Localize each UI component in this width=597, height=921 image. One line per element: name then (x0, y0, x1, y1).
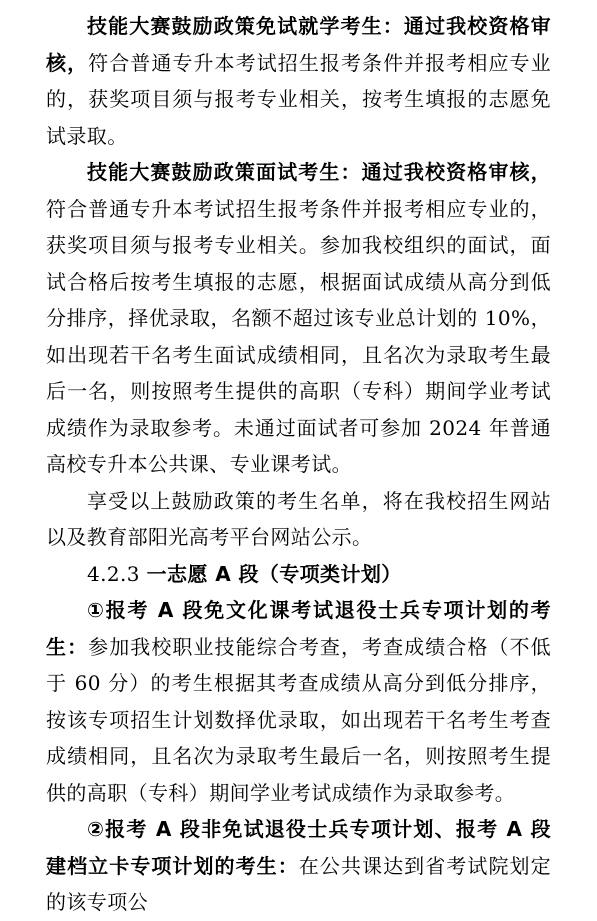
paragraph-lead: 技能大赛鼓励政策面试考生：通过我校资格审核， (87, 160, 551, 184)
paragraph-body: 符合普通专升本考试招生报考条件并报考相应专业的，获奖项目须与报考专业相关。参加我校组织的面试，面试合格后按考生填报的志愿，根据面试成绩从高分到低分排序，择优录取，名额不超过该专业总计划的 10%，如出现若干名考生面试成绩相同，且名次为录取考生最后一名，则按照考生提供的高职（专科）期间学业考试成绩作为录取参考。未通过面试者可参加 2024 年普通高校专升本公共课、专业课考试。 (46, 196, 551, 476)
section-title: 一志愿 A 段（专项类计划） (146, 561, 402, 586)
paragraph-body: 在公共课达到省考试院划定的该专项公 (46, 853, 551, 914)
paragraph-body: 参加我校职业技能综合考查，考查成绩合格（不低于 60 分）的考生根据其考查成绩从高分到低分排序，按该专项招生计划数择优录取，如出现若干名考生考查成绩相同，且名次为录取考生最后一名，则按照考生提供的高职（专科）期间学业考试成绩作为录取参考。 (46, 634, 551, 805)
paragraph-veteran-exempt (46, 592, 551, 811)
paragraph-veteran-nonexempt (46, 811, 551, 921)
paragraph-skills-interview (46, 154, 551, 483)
section-heading (46, 556, 551, 593)
paragraph-skills-exempt (46, 8, 551, 154)
paragraph-publicity (46, 483, 551, 556)
paragraph-lead: 技能大赛鼓励政策免试就学考生：通过我校资格审核， (46, 14, 551, 75)
paragraph-body: 享受以上鼓励政策的考生名单，将在我校招生网站以及教育部阳光高考平台网站公示。 (46, 488, 551, 549)
section-number: 4.2.3 (87, 561, 140, 586)
paragraph-lead: ②报考 A 段非免试退役士兵专项计划、报考 A 段建档立卡专项计划的考生： (46, 817, 551, 878)
paragraph-lead: ①报考 A 段免文化课考试退役士兵专项计划的考生： (46, 598, 551, 659)
paragraph-body: 符合普通专升本考试招生报考条件并报考相应专业的，获奖项目须与报考专业相关，按考生填报的志愿免试录取。 (46, 50, 551, 148)
